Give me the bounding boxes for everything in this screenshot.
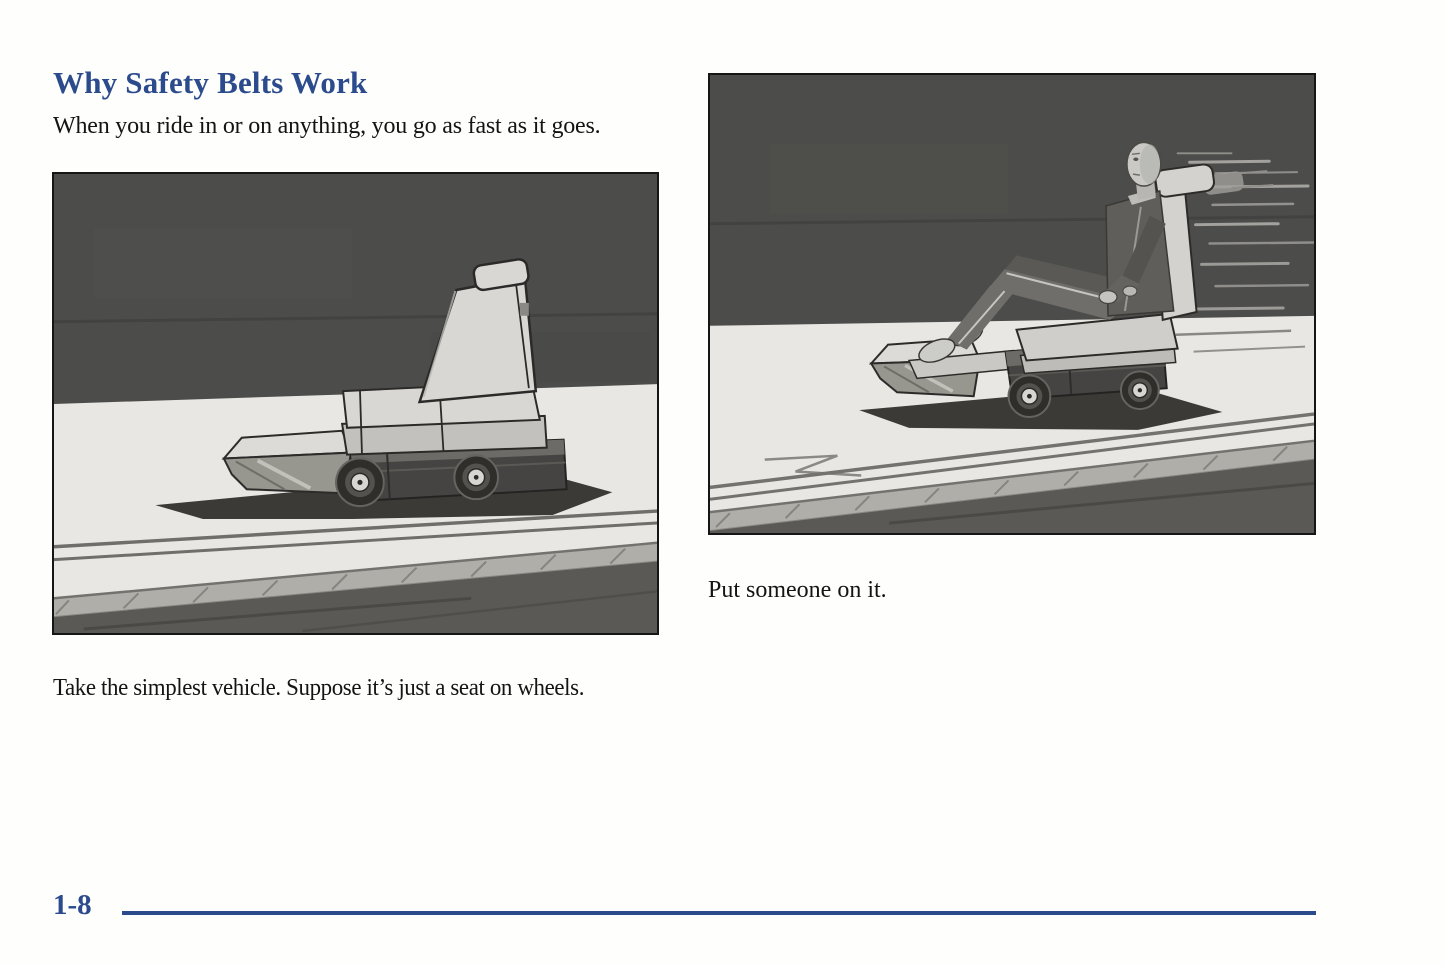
figure-person-on-seat (708, 73, 1316, 535)
hand (1099, 291, 1117, 304)
front-wheel (335, 458, 385, 508)
figure-seat-on-wheels (52, 172, 659, 635)
rear-wheel (453, 455, 499, 501)
dummy-head (1127, 142, 1161, 186)
mouth (1133, 174, 1140, 175)
caption-left: Take the simplest vehicle. Suppose it’s just a seat on wheels. (53, 675, 585, 701)
seat-on-wheels-illustration (54, 174, 657, 633)
page-title: Why Safety Belts Work (53, 65, 368, 100)
intro-text: When you ride in or on anything, you go as fast as it goes. (53, 113, 601, 139)
eye (1133, 157, 1138, 161)
dark-wall (54, 174, 657, 404)
front-bumper-sled (224, 431, 351, 493)
caption-right: Put someone on it. (708, 577, 887, 603)
page-number: 1-8 (53, 889, 92, 921)
dummy-on-seat-illustration (710, 75, 1314, 533)
front-wheel (1008, 374, 1052, 418)
footer-rule (122, 911, 1316, 915)
rear-wheel (1120, 370, 1160, 410)
